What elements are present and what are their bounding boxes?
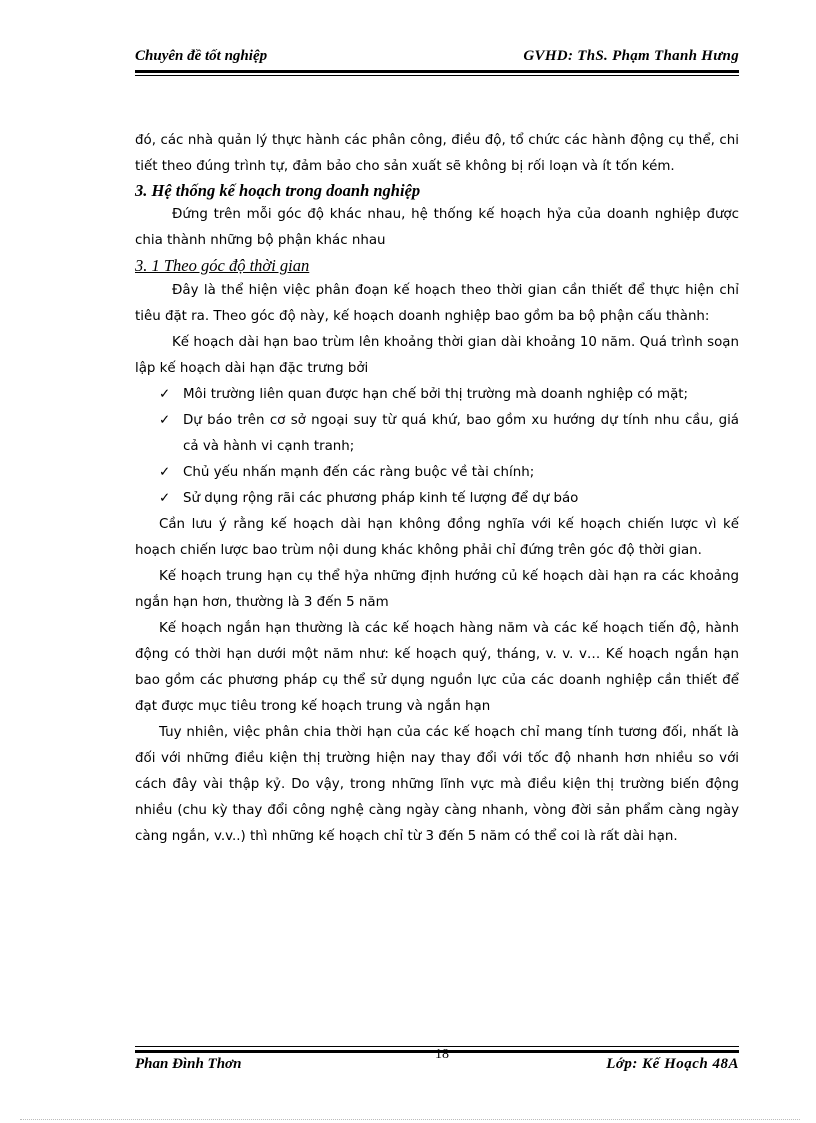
bullet-text: Môi trường liên quan được hạn chế bởi thị trường mà doanh nghiệp có mặt; bbox=[183, 387, 689, 402]
checkmark-icon: ✓ bbox=[159, 491, 171, 506]
footer-author: Phan Đình Thơn bbox=[135, 1056, 242, 1072]
paragraph-5: Kế hoạch ngắn hạn thường là các kế hoạch hàng năm và các kế hoạch tiến độ, hành động có thời hạn dưới một năm như: kế hoạch quý, tháng, v. v. v… Kế hoạch ngắn hạn bao gồm các phương pháp cụ thể sử dụng nguồn lực của các doanh nghiệp cần thiết để đạt được mục tiêu trong kế hoạch trung và ngắn hạn bbox=[135, 621, 739, 714]
footer-class: Lớp: Kế Hoạch 48A bbox=[606, 1056, 739, 1072]
header-right-supervisor: GVHD: ThS. Phạm Thanh Hưng bbox=[523, 48, 739, 64]
intro-paragraph: đó, các nhà quản lý thực hành các phân công, điều độ, tổ chức các hành động cụ thể, chi tiết theo đúng trình tự, đảm bảo cho sản xuất sẽ không bị rối loạn và ít tốn kém. bbox=[135, 133, 739, 174]
bullet-item bbox=[135, 408, 739, 460]
checkmark-icon: ✓ bbox=[159, 465, 171, 480]
page-bottom-dotted-line bbox=[20, 1119, 800, 1121]
page-header bbox=[135, 48, 739, 68]
subsection-heading: 3. 1 Theo góc độ thời gian bbox=[135, 256, 310, 275]
paragraph-4: Kế hoạch trung hạn cụ thể hỷa những định hướng củ kế hoạch dài hạn ra các khoảng ngắn hạn hơn, thường là 3 đến 5 năm bbox=[135, 569, 739, 610]
section-heading: 3. Hệ thống kế hoạch trong doanh nghiệp bbox=[135, 181, 421, 200]
section-intro: Đứng trên mỗi góc độ khác nhau, hệ thống kế hoạch hỷa của doanh nghiệp được chia thành những bộ phận khác nhau bbox=[135, 207, 739, 248]
page-number: 18 bbox=[435, 1047, 449, 1062]
bullet-item bbox=[135, 460, 739, 486]
bullet-text: Dự báo trên cơ sở ngoại suy từ quá khứ, bao gồm xu hướng dự tính nhu cầu, giá cả và hành vi cạnh tranh; bbox=[183, 413, 739, 454]
header-rule-thin bbox=[135, 75, 739, 76]
checkmark-icon: ✓ bbox=[159, 413, 171, 428]
header-rule-thick bbox=[135, 70, 739, 73]
paragraph-6: Tuy nhiên, việc phân chia thời hạn của các kế hoạch chỉ mang tính tương đối, nhất là đối với những điều kiện thị trường hiện nay thay đổi với tốc độ nhanh hơn nhiều so với cách đây vài thập kỷ. Do vậy, trong những lĩnh vực mà điều kiện thị trường biến động nhiều (chu kỳ thay đổi công nghệ càng ngày càng nhanh, vòng đời sản phẩm càng ngày càng ngắn, v.v..) thì những kế hoạch chỉ từ 3 đến 5 năm có thể coi là rất dài hạn. bbox=[135, 725, 739, 844]
bullet-item bbox=[135, 382, 739, 408]
bullet-item bbox=[135, 486, 739, 512]
bullet-text: Chủ yếu nhấn mạnh đến các ràng buộc về tài chính; bbox=[183, 465, 535, 480]
bullet-text: Sử dụng rộng rãi các phương pháp kinh tế lượng để dự báo bbox=[183, 491, 579, 506]
page-footer bbox=[135, 1047, 739, 1076]
page-body bbox=[135, 128, 739, 850]
checkmark-icon: ✓ bbox=[159, 387, 171, 402]
paragraph-1: Đây là thể hiện việc phân đoạn kế hoạch theo thời gian cần thiết để thực hiện chỉ tiêu đặt ra. Theo góc độ này, kế hoạch doanh nghiệp bao gồm ba bộ phận cấu thành: bbox=[135, 283, 739, 324]
paragraph-2: Kế hoạch dài hạn bao trùm lên khoảng thời gian dài khoảng 10 năm. Quá trình soạn lập kế hoạch dài hạn đặc trưng bởi bbox=[135, 335, 739, 376]
paragraph-3: Cần lưu ý rằng kế hoạch dài hạn không đồng nghĩa với kế hoạch chiến lược vì kế hoạch chiến lược bao trùm nội dung khác không phải chỉ đứng trên góc độ thời gian. bbox=[135, 517, 739, 558]
header-left-title: Chuyên đề tốt nghiệp bbox=[135, 48, 268, 64]
